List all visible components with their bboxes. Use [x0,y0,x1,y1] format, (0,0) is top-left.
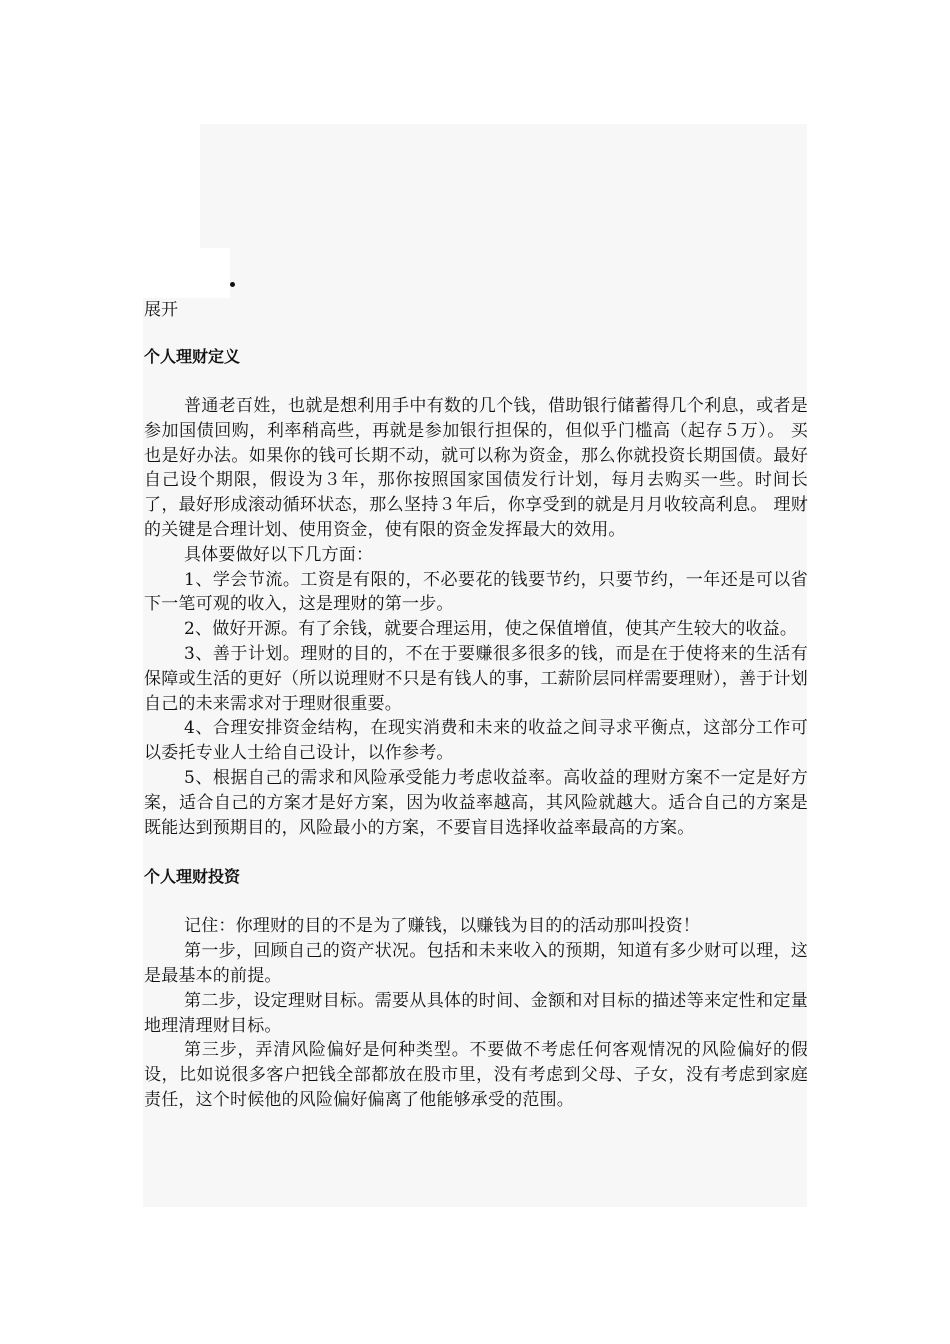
bullet-dot-icon [230,282,235,287]
section-title-definition: 个人理财定义 [144,347,241,366]
article-body [144,297,808,1113]
paragraph: 具体要做好以下几方面： [184,544,374,565]
list-item: 第一步，回顾自己的资产状况。包括和未来收入的预期，知道有多少财可以理，这是最基本的前提。 [144,941,808,986]
paragraph: 记住：你理财的目的不是为了赚钱，以赚钱为目的的活动那叫投资！ [184,916,700,937]
image-placeholder-strip [143,248,230,298]
list-item: 第二步，设定理财目标。需要从具体的时间、金额和对目标的描述等来定性和定量地理清理财目标。 [144,990,808,1036]
list-item: 1、学会节流。工资是有限的，不必要花的钱要节约，只要节约，一年还是可以省下一笔可观的收入，这是理财的第一步。 [144,569,808,615]
section-title-investment: 个人理财投资 [144,867,241,887]
paragraph: 普通老百姓，也就是想利用手中有数的几个钱，借助银行储蓄得几个利息，或者是参加国债回购，利率稍高些，再就是参加银行担保的，但似乎门槛高（起存５万）。 买也是好办法。如果你的钱可长期不动，就可以称为资金，那么你就投资长期国债。最好自己设个期限，假设为３年，那你按照国家国债发行计划，每月去购买一些。时间长了，最好形成滚动循环状态，那么坚持３年后，你享受到的就是月月收较高利息。 理财的关键是合理计划、使用资金，使有限的资金发挥最大的效用。 [144,396,808,540]
list-item: 5、根据自己的需求和风险承受能力考虑收益率。高收益的理财方案不一定是好方案，适合自己的方案才是好方案，因为收益率越高，其风险就越大。适合自己的方案是既能达到预期目的，风险最小的方案，不要盲目选择收益率最高的方案。 [144,767,808,838]
list-item: 4、合理安排资金结构，在现实消费和未来的收益之间寻求平衡点，这部分工作可以委托专业人士给自己设计，以作参考。 [144,718,808,764]
list-item: 3、善于计划。理财的目的，不在于要赚很多很多的钱，而是在于使将来的生活有保障或生活的更好（所以说理财不只是有钱人的事，工薪阶层同样需要理财），善于计划自己的未来需求对于理财很重要。 [144,643,808,714]
expand-toggle[interactable]: 展开 [144,300,178,320]
image-placeholder-gap [143,124,200,248]
list-item: 2、做好开源。有了余钱，就要合理运用，使之保值增值，使其产生较大的收益。 [184,619,798,640]
list-item: 第三步，弄清风险偏好是何种类型。不要做不考虑任何客观情况的风险偏好的假设，比如说很多客户把钱全部都放在股市里，没有考虑到父母、子女，没有考虑到家庭责任，这个时候他的风险偏好偏离了他能够承受的范围。 [144,1040,808,1110]
